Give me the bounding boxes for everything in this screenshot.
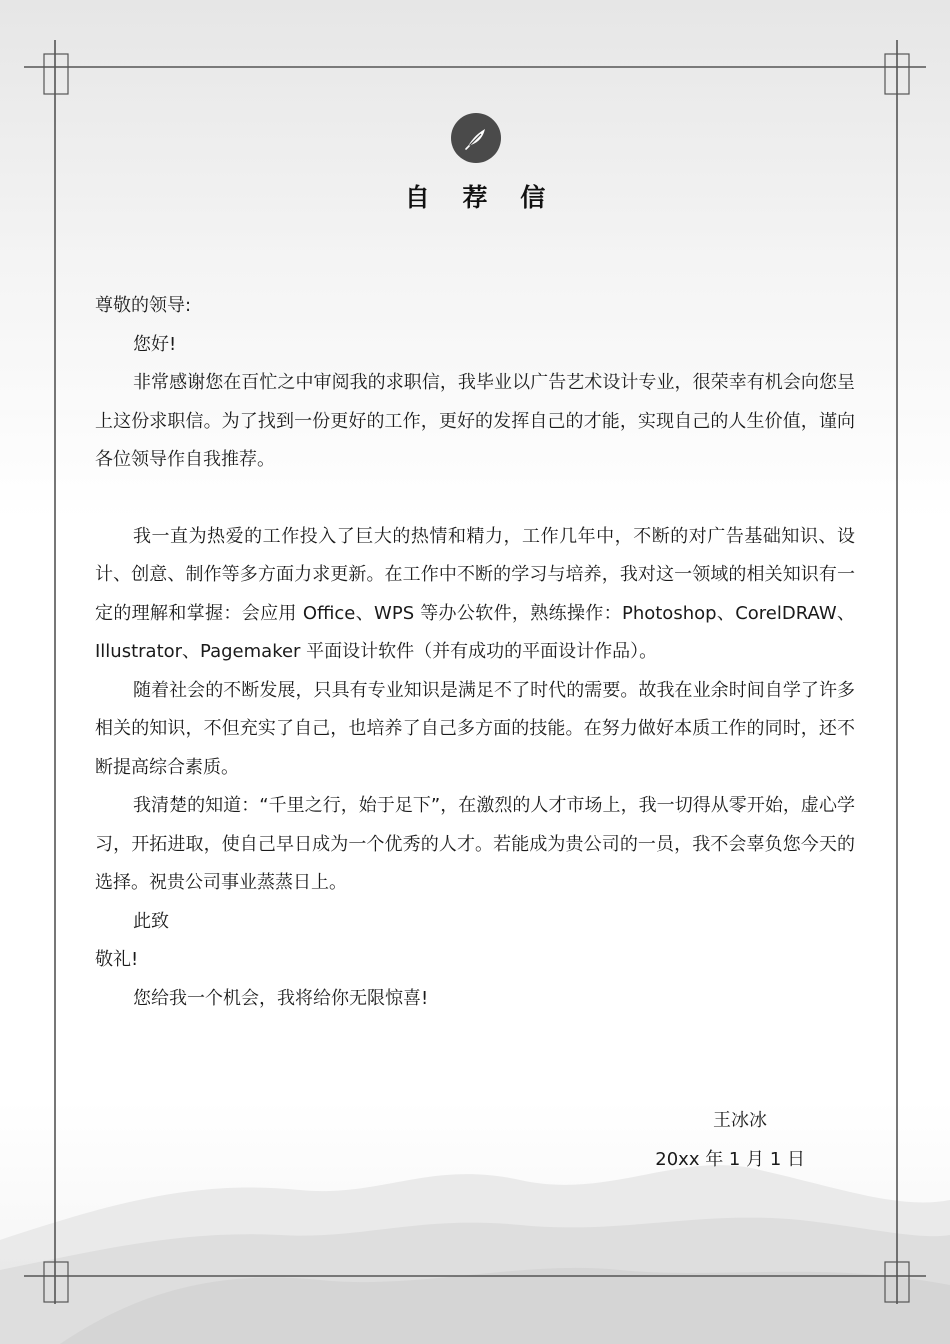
paragraph: 随着社会的不断发展，只具有专业知识是满足不了时代的需要。故我在业余时间自学了许多相关的知识，不但充实了自己，也培养了自己多方面的技能。在努力做好本质工作的同时，还不断提高综合素质。 [95, 679, 855, 778]
paragraph-gap [95, 480, 855, 518]
signature-date: 20xx 年 1 月 1 日 [655, 1148, 805, 1170]
feather-logo [451, 113, 501, 163]
closing-regards: 敬礼! [95, 949, 139, 970]
closing-note: 您给我一个机会，我将给你无限惊喜! [133, 987, 429, 1009]
signature-block [600, 1102, 860, 1179]
paragraph: 我清楚的知道：“千里之行，始于足下”，在激烈的人才市场上，我一切得从零开始，虚心学习，开拓进取，使自己早日成为一个优秀的人才。若能成为贵公司的一员，我不会辜负您今天的选择。祝贵公司事业蒸蒸日上。 [95, 795, 855, 893]
greeting: 您好! [133, 333, 177, 355]
signature-name: 王冰冰 [713, 1110, 767, 1131]
page-title: 自 荐 信 [404, 183, 558, 212]
letter-body [95, 287, 855, 1018]
salutation: 尊敬的领导: [95, 295, 192, 316]
closing-line: 此致 [133, 910, 169, 932]
paragraph: 非常感谢您在百忙之中审阅我的求职信，我毕业以广告艺术设计专业，很荣幸有机会向您呈上这份求职信。为了找到一份更好的工作，更好的发挥自己的才能，实现自己的人生价值，谨向各位领导作自我推荐。 [95, 372, 855, 470]
feather-icon [461, 123, 491, 153]
paragraph: 我一直为热爱的工作投入了巨大的热情和精力，工作几年中，不断的对广告基础知识、设计、创意、制作等多方面力求更新。在工作中不断的学习与培养，我对这一领域的相关知识有一定的理解和掌握：会应用 Office、WPS 等办公软件，熟练操作：Photoshop、CorelDRAW、Illustrator、Pagemaker 平面设计软件（并有成功的平面设计作品）。 [95, 525, 855, 662]
